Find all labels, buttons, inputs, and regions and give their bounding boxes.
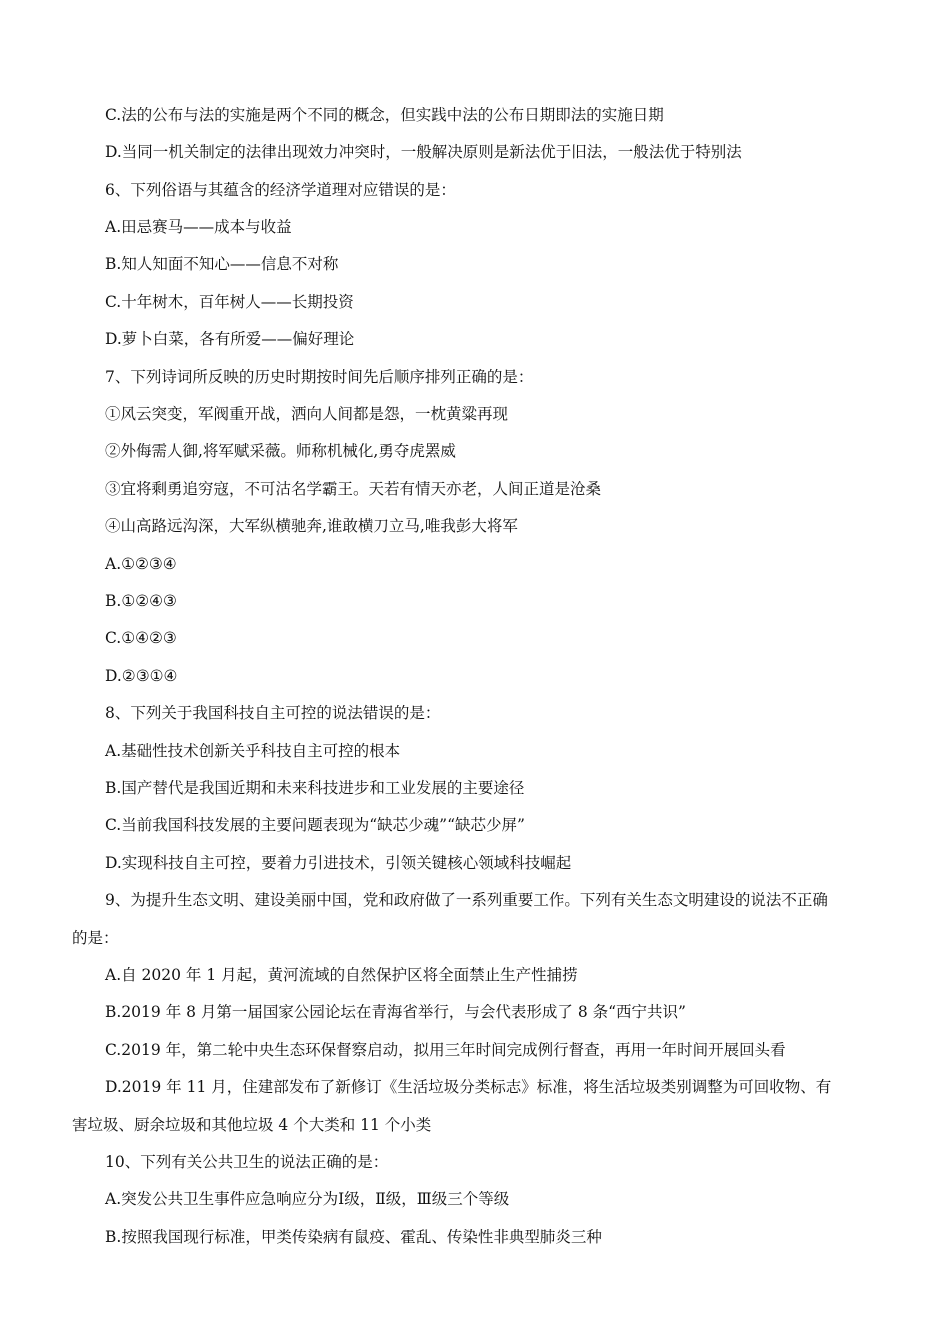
option-7b: B.①②④③ [105,592,177,610]
question-6: 6、下列俗语与其蕴含的经济学道理对应错误的是： [105,181,456,199]
option-9d-continued: 害垃圾、厨余垃圾和其他垃圾 4 个大类和 11 个小类 [72,1116,432,1134]
option-10a: A.突发公共卫生事件应急响应分为Ⅰ级，Ⅱ级，Ⅲ级三个等级 [105,1190,510,1208]
option-9c: C.2019 年，第二轮中央生态环保督察启动，拟用三年时间完成例行督查，再用一年时间开展回头看 [105,1041,786,1059]
option-8c: C.当前我国科技发展的主要问题表现为“缺芯少魂”“缺芯少屏” [105,816,525,834]
option-6b: B.知人知面不知心——信息不对称 [105,255,339,273]
option-8b: B.国产替代是我国近期和未来科技进步和工业发展的主要途径 [105,779,525,797]
option-8a: A.基础性技术创新关乎科技自主可控的根本 [105,742,401,760]
question-7: 7、下列诗词所反映的历史时期按时间先后顺序排列正确的是： [105,368,534,386]
option-5c: C.法的公布与法的实施是两个不同的概念，但实践中法的公布日期即法的实施日期 [105,106,664,124]
option-7c: C.①④②③ [105,629,177,647]
option-6a: A.田忌赛马——成本与收益 [105,218,292,236]
question-10: 10、下列有关公共卫生的说法正确的是： [105,1153,389,1171]
option-7a: A.①②③④ [105,555,177,573]
option-6d: D.萝卜白菜，各有所爱——偏好理论 [105,330,355,348]
poem-line-2: ②外侮需人御,将军赋采薇。师称机械化,勇夺虎罴威 [105,442,456,460]
option-9d: D.2019 年 11 月，住建部发布了新修订《生活垃圾分类标志》标准，将生活垃圾类别调整为可回收物、有 [105,1078,832,1096]
option-5d: D.当同一机关制定的法律出现效力冲突时，一般解决原则是新法优于旧法，一般法优于特别法 [105,143,742,161]
poem-line-1: ①风云突变，军阀重开战，洒向人间都是怨，一枕黄粱再现 [105,405,509,423]
option-10b: B.按照我国现行标准，甲类传染病有鼠疫、霍乱、传染性非典型肺炎三种 [105,1228,602,1246]
option-6c: C.十年树木，百年树人——长期投资 [105,293,354,311]
poem-line-4: ④山高路远沟深，大军纵横驰奔,谁敢横刀立马,唯我彭大将军 [105,517,518,535]
question-9: 9、为提升生态文明、建设美丽中国，党和政府做了一系列重要工作。下列有关生态文明建设的说法不正确 [105,891,828,909]
question-8: 8、下列关于我国科技自主可控的说法错误的是： [105,704,441,722]
option-7d: D.②③①④ [105,667,178,685]
question-9-continued: 的是： [72,929,119,947]
poem-line-3: ③宜将剩勇追穷寇，不可沽名学霸王。天若有情天亦老，人间正道是沧桑 [105,480,602,498]
option-9a: A.自 2020 年 1 月起，黄河流域的自然保护区将全面禁止生产性捕捞 [105,966,578,984]
option-9b: B.2019 年 8 月第一届国家公园论坛在青海省举行，与会代表形成了 8 条“西宁共识” [105,1003,686,1021]
option-8d: D.实现科技自主可控，要着力引进技术，引领关键核心领域科技崛起 [105,854,572,872]
